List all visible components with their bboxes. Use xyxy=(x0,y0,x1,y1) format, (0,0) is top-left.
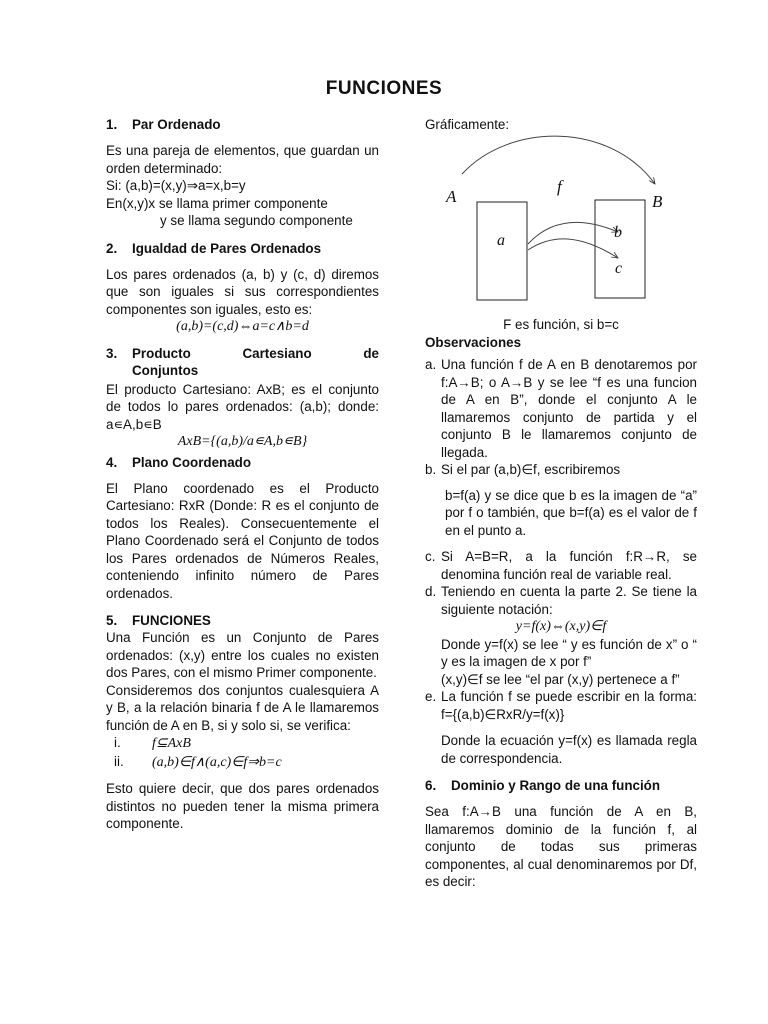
item-text: La función f se puede escribir en la forma: f={(a,b)∈RxR/y=f(x)} xyxy=(441,689,697,722)
section-1-heading xyxy=(106,116,379,133)
obs-d-formula: y=f(x)⇔(x,y)∈f xyxy=(515,619,607,634)
obs-e xyxy=(425,688,697,723)
item-text: Si el par (a,b)∈f, escribiremos xyxy=(441,462,621,477)
s1-paragraph: Es una pareja de elementos, que guardan un orden determinado: xyxy=(106,143,379,176)
obs-e-cont: Donde la ecuación y=f(x) es llamada regla de correspondencia. xyxy=(441,733,697,766)
s2-paragraph: Los pares ordenados (a, b) y (c, d) diremos que son iguales si sus correspondientes componentes son iguales, esto es: xyxy=(106,266,379,317)
obs-a xyxy=(425,356,697,461)
s3-paragraph: El producto Cartesiano: AxB; es el conjunto de todos lo pares ordenados: (a,b); donde: a∊A,b∊B xyxy=(106,381,379,432)
s5-paragraph-1: Una Función es un Conjunto de Pares ordenados: (x,y) entre los cuales no existen dos Pares, con el mismo Primer componente. xyxy=(106,630,379,680)
heading-text: Cartesiano xyxy=(242,345,312,361)
section-5-heading xyxy=(106,612,379,629)
section-2-heading xyxy=(106,240,379,257)
s3-formula: AxB={(a,b)/a∊A,b∊B} xyxy=(177,434,308,449)
page-title: FUNCIONES xyxy=(325,78,443,99)
s5-paragraph-3: Esto quiere decir, que dos pares ordenados distintos no pueden tener la misma primera componente. xyxy=(106,781,379,831)
s1-si-line: Si: (a,b)=(x,y)⇒a=x,b=y xyxy=(106,178,246,193)
label-B: B xyxy=(652,192,663,211)
heading-text: Plano Coordenado xyxy=(132,454,252,470)
obs-b-cont: b=f(a) y se dice que b es la imagen de “a” por f o también, que b=f(a) es el valor de f en el punto a. xyxy=(445,487,697,538)
section-number: 3. xyxy=(106,345,118,361)
section-6-heading xyxy=(425,777,697,794)
graficamente-label: Gráficamente: xyxy=(425,117,510,132)
section-number: 4. xyxy=(106,454,118,470)
item-label: b. xyxy=(425,462,437,477)
label-A: A xyxy=(446,187,457,206)
s1-en-line: En(x,y)x se llama primer componente xyxy=(106,195,328,211)
item-label: i. xyxy=(114,735,121,750)
obs-c xyxy=(425,548,697,583)
s5-item-ii xyxy=(106,753,379,772)
s1-y-line: y se llama segundo componente xyxy=(160,213,353,228)
item-formula: f⊆AxB xyxy=(152,736,191,751)
observaciones-heading: Observaciones xyxy=(425,335,522,350)
s4-paragraph: El Plano coordenado es el Producto Cartesiano: RxR (Donde: R es el conjunto de todos los Reales). Consecuentemente el Plano Coordenado será el Conjunto de todos los Pares ordenados de Números Reales, conteniendo infinito número de Pares ordenados. xyxy=(106,480,379,601)
item-text: Teniendo en cuenta la parte 2. Se tiene la siguiente notación: xyxy=(441,584,697,617)
label-b: b xyxy=(614,224,622,241)
item-text: Si A=B=R, a la función f:R→R, se denomina función real de variable real. xyxy=(441,549,697,582)
right-column-top xyxy=(425,116,697,134)
item-label: a. xyxy=(425,357,437,372)
item-label: c. xyxy=(425,549,436,564)
item-label: ii. xyxy=(114,753,124,769)
right-column xyxy=(425,334,697,891)
obs-d xyxy=(425,583,697,618)
section-3-heading xyxy=(106,345,379,362)
section-number: 2. xyxy=(106,240,118,256)
item-text: Una función f de A en B denotaremos por f:A→B; o A→B y se lee “f es una funcion de A en B”, donde el conjunto A le llamaremos conjunto de partida y el conjunto B le llamaremos conjunto de llegada. xyxy=(441,357,697,460)
label-f: f xyxy=(557,177,562,196)
item-label: d. xyxy=(425,584,437,599)
label-c: c xyxy=(615,260,623,277)
heading-text: Producto xyxy=(132,345,191,361)
s6-paragraph: Sea f:A→B una función de A en B, llamaremos dominio de la función f, al conjunto de todas sus primeras componentes, al cual denominaremos por Df, es decir: xyxy=(425,804,697,889)
heading-text: Dominio y Rango de una función xyxy=(451,778,661,793)
obs-d-line-2: Donde y=f(x) se lee “ y es función de x” o “ y es la imagen de x por f” xyxy=(441,636,697,669)
obs-b xyxy=(425,461,697,479)
section-4-heading xyxy=(106,454,379,471)
section-number: 6. xyxy=(425,778,437,793)
function-diagram xyxy=(440,132,680,312)
set-a-box xyxy=(477,202,527,300)
label-a: a xyxy=(497,232,505,249)
item-label: e. xyxy=(425,689,437,704)
heading-text: FUNCIONES xyxy=(132,613,211,628)
diagram-caption: F es función, si b=c xyxy=(503,317,619,332)
s2-formula: (a,b)=(c,d)⇔a=c∧b=d xyxy=(176,319,309,334)
left-column xyxy=(106,116,379,833)
section-3-heading-cont: Conjuntos xyxy=(132,362,199,378)
heading-text: de xyxy=(363,345,379,361)
obs-d-line-3: (x,y)∈f se lee “el par (x,y) pertenece a f” xyxy=(441,671,680,687)
s5-paragraph-2: Consideremos dos conjuntos cualesquiera A y B, a la relación binaria f de A le llamaremos función de A en B, si y solo si, se verifica: xyxy=(106,682,379,733)
item-formula: (a,b)∈f∧(a,c)∈f⇒b=c xyxy=(152,754,282,770)
section-number: 5. xyxy=(106,613,118,628)
section-number: 1. xyxy=(106,117,118,132)
s5-item-i xyxy=(106,734,379,753)
heading-text: Igualdad de Pares Ordenados xyxy=(132,240,322,256)
heading-text: Par Ordenado xyxy=(132,117,221,132)
